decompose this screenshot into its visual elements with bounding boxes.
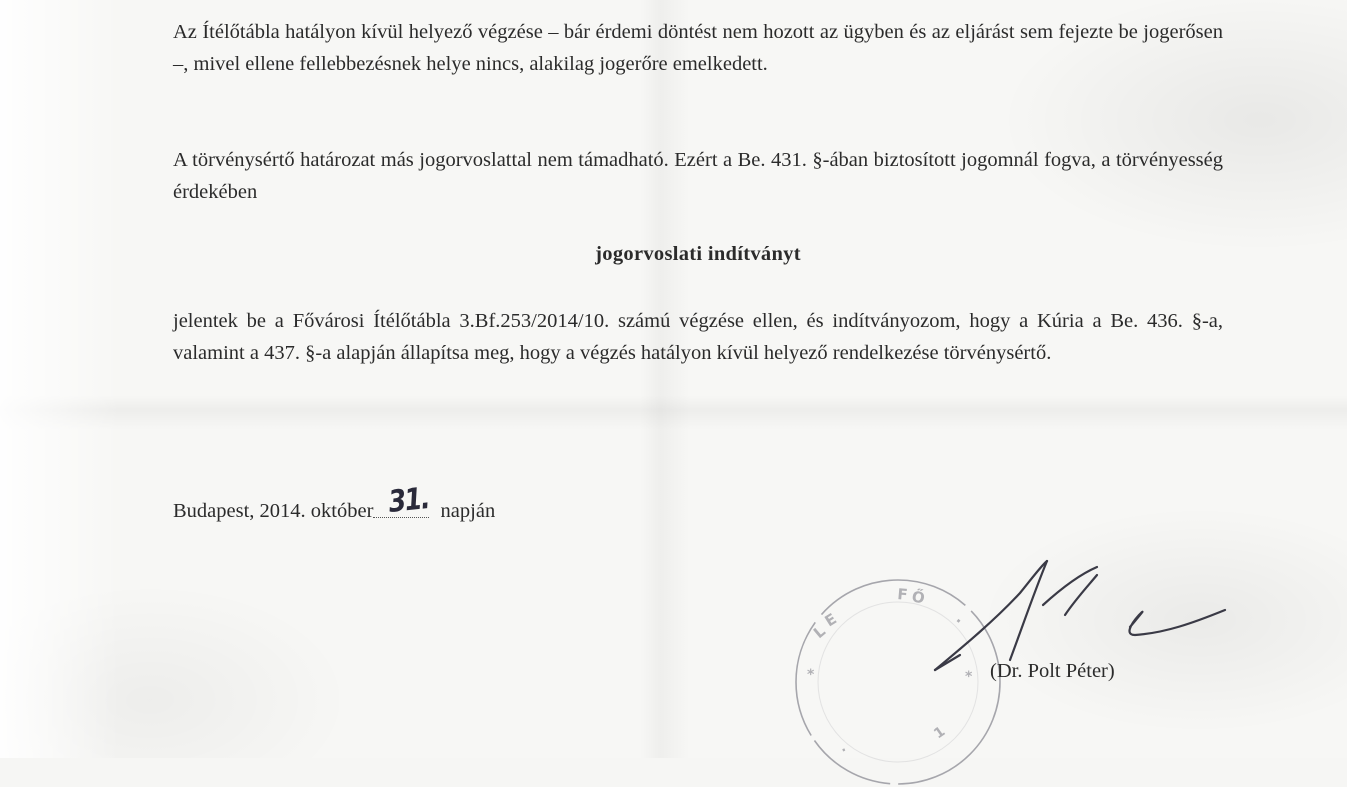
- svg-text:·: ·: [839, 742, 850, 759]
- paragraph-1: Az Ítélőtábla hatályon kívül helyező végzése – bár érdemi döntést nem hozott az ügyben és az eljárást sem fejezte be jogerősen –, mivel ellene fellebbezésnek helye nincs, alakilag jogerőre emelkedett.: [173, 21, 1223, 75]
- svg-text:1: 1: [931, 723, 949, 743]
- svg-text:L: L: [810, 622, 829, 643]
- svg-text:F: F: [896, 585, 909, 604]
- paragraph-2: A törvénysértő határozat más jogorvoslattal nem támadható. Ezért a Be. 431. §-ában biztosított jogomnál fogva, a törvényesség érdekében: [173, 149, 1223, 203]
- svg-text:E: E: [821, 609, 840, 631]
- svg-text:*: *: [807, 667, 815, 683]
- svg-text:·: ·: [950, 612, 967, 630]
- paragraph-3: jelentek be a Fővárosi Ítélőtábla 3.Bf.253/2014/10. számú végzése ellen, és indítványozom, hogy a Kúria a Be. 436. §-a, valamint a 437. §-a alapján állapítsa meg, hogy a végzés hatályon kívül helyező rendelkezése törvénysértő.: [173, 310, 1223, 364]
- date-suffix: napján: [440, 500, 496, 522]
- date-prefix: Budapest, 2014. október: [173, 500, 374, 522]
- motion-heading: jogorvoslati indítványt: [595, 243, 801, 265]
- signer-name: (Dr. Polt Péter): [990, 660, 1115, 682]
- date-line: [173, 481, 496, 523]
- svg-text:Ő: Ő: [910, 587, 927, 608]
- date-day-field: [373, 481, 435, 520]
- date-day-handwritten: 31.: [387, 481, 431, 520]
- paper-edge-highlight: [0, 0, 120, 758]
- svg-text:*: *: [965, 669, 973, 685]
